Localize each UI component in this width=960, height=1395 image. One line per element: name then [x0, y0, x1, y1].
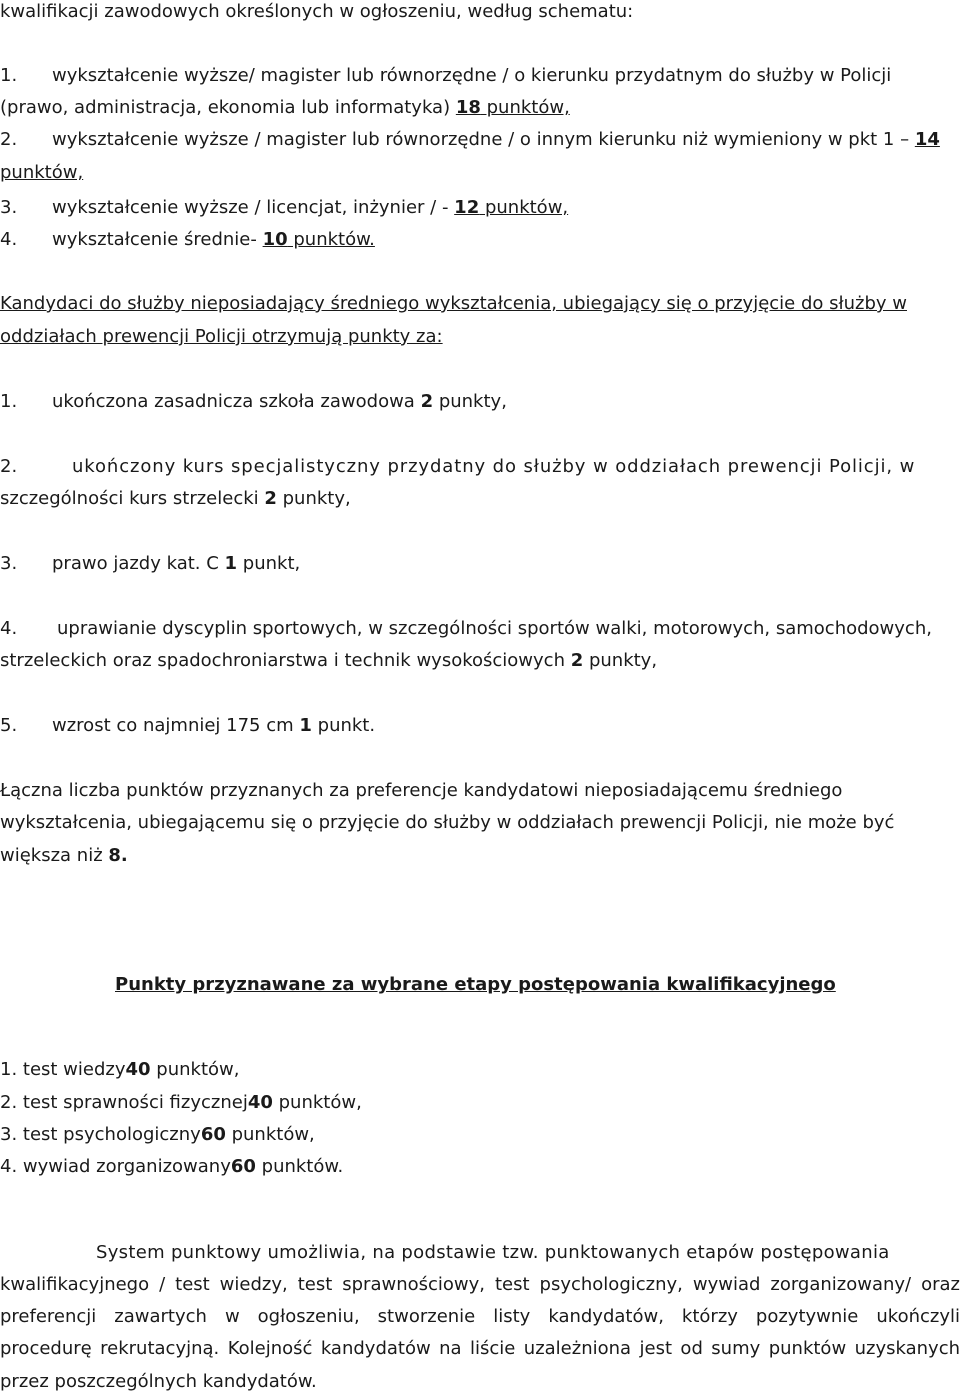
prevention-item-2 — [0, 455, 960, 479]
summary-line-4: procedurę rekrutacyjną. Kolejność kandydatów na liście uzależniona jest od sumy punktów uzyskanych — [0, 1338, 960, 1359]
stage-points: 60 — [200, 1124, 226, 1145]
summary-line-1: System punktowy umożliwia, na podstawie tzw. punktowanych etapów postępowania — [96, 1242, 890, 1263]
item-number: 2. — [0, 129, 18, 150]
prevention-item-2-cont — [0, 487, 351, 511]
item-text: wykształcenie wyższe / licencjat, inżynier / - — [52, 197, 455, 218]
item-number: 5. — [0, 715, 18, 736]
education-item-1-cont — [0, 96, 570, 120]
item-text: ukończony kurs specjalistyczny przydatny do służby w oddziałach prewencji Policji, w — [72, 456, 916, 477]
points-unit: punkt, — [237, 553, 301, 574]
total-line-2: wykształcenia, ubiegającemu się o przyjęcie do służby w oddziałach prewencji Policji, nie może być — [0, 812, 895, 833]
item-text: prawo jazdy kat. C — [52, 553, 225, 574]
total-line-1: Łączna liczba punktów przyznanych za preferencje kandydatowi nieposiadającemu średniego — [0, 780, 843, 801]
item-text: szczególności kurs strzelecki — [0, 488, 265, 509]
education-item-3 — [0, 196, 568, 220]
item-number: 2. — [0, 456, 18, 477]
education-item-2 — [0, 128, 940, 152]
prevention-item-5 — [0, 714, 375, 738]
points-value: 14 — [914, 129, 940, 150]
points-unit: punktów, — [479, 197, 569, 218]
education-item-2-cont — [0, 161, 83, 185]
prevention-item-3 — [0, 552, 300, 576]
prevention-item-1 — [0, 390, 507, 414]
stage-row-4 — [0, 1155, 343, 1179]
total-line-3 — [0, 844, 128, 868]
stage-row-2 — [0, 1091, 362, 1115]
points-value: 12 — [454, 197, 480, 218]
stage-points-unit: punktów. — [255, 1156, 344, 1177]
total-max-value: 8. — [108, 845, 128, 866]
item-number: 3. — [0, 197, 18, 218]
stage-points: 40 — [125, 1059, 151, 1080]
points-unit: punkt. — [311, 715, 376, 736]
points-value: 1 — [224, 553, 238, 574]
stage-label: 2. test sprawności fizycznej — [0, 1092, 248, 1113]
stage-row-3 — [0, 1123, 315, 1147]
summary-line-2: kwalifikacyjnego / test wiedzy, test sprawnościowy, test psychologiczny, wywiad zorganizowany/ oraz — [0, 1274, 960, 1295]
item-text: uprawianie dyscyplin sportowych, w szczególności sportów walki, motorowych, samochodowych, — [57, 618, 932, 639]
item-number: 1. — [0, 391, 18, 412]
item-text: wykształcenie średnie- — [52, 229, 263, 250]
item-text: strzeleckich oraz spadochroniarstwa i technik wysokościowych — [0, 650, 571, 671]
stage-points-unit: punktów, — [272, 1092, 362, 1113]
stage-points: 40 — [247, 1092, 273, 1113]
item-number: 3. — [0, 553, 18, 574]
total-text: większa niż — [0, 845, 109, 866]
points-value: 2 — [264, 488, 277, 509]
stage-label: 3. test psychologiczny — [0, 1124, 201, 1145]
summary-line-3: preferencji zawartych w ogłoszeniu, stworzenie listy kandydatów, którzy pozytywnie ukończyli — [0, 1306, 960, 1327]
stage-points-unit: punktów, — [225, 1124, 315, 1145]
item-number: 4. — [0, 618, 18, 639]
item-number: 4. — [0, 229, 18, 250]
prevention-item-4-cont — [0, 649, 657, 673]
section-title: Punkty przyznawane za wybrane etapy postępowania kwalifikacyjnego — [115, 974, 836, 995]
intro-text: kwalifikacji zawodowych określonych w ogłoszeniu, według schematu: — [0, 1, 634, 22]
points-value: 18 — [455, 97, 481, 118]
candidates-intro-line-1: Kandydaci do służby nieposiadający średniego wykształcenia, ubiegający się o przyjęcie do służby w — [0, 293, 907, 314]
stage-row-1 — [0, 1058, 239, 1082]
points-value: 2 — [420, 391, 434, 412]
item-text: wykształcenie wyższe / magister lub równorzędne / o innym kierunku niż wymieniony w pkt 1 – — [52, 129, 915, 150]
education-item-4 — [0, 228, 375, 252]
summary-line-5: przez poszczególnych kandydatów. — [0, 1371, 317, 1392]
points-unit: punkty, — [276, 488, 351, 509]
points-value: 1 — [299, 715, 312, 736]
points-unit: punktów, — [480, 97, 570, 118]
stage-points: 60 — [230, 1156, 256, 1177]
item-text: wykształcenie wyższe/ magister lub równorzędne / o kierunku przydatnym do służby w Policji — [52, 65, 892, 86]
points-unit: punktów, — [0, 162, 84, 183]
points-unit: punktów. — [287, 229, 375, 250]
candidates-intro-line-2: oddziałach prewencji Policji otrzymują punkty za: — [0, 326, 443, 347]
item-text: wzrost co najmniej 175 cm — [52, 715, 300, 736]
education-item-1 — [0, 64, 891, 88]
item-text: (prawo, administracja, ekonomia lub informatyka) — [0, 97, 456, 118]
points-value: 10 — [262, 229, 288, 250]
prevention-item-4 — [0, 617, 932, 641]
item-text: ukończona zasadnicza szkoła zawodowa — [52, 391, 421, 412]
stage-points-unit: punktów, — [150, 1059, 240, 1080]
points-unit: punkty, — [583, 650, 658, 671]
stage-label: 1. test wiedzy — [0, 1059, 126, 1080]
points-unit: punkty, — [433, 391, 507, 412]
points-value: 2 — [570, 650, 584, 671]
stage-label: 4. wywiad zorganizowany — [0, 1156, 231, 1177]
item-number: 1. — [0, 65, 18, 86]
